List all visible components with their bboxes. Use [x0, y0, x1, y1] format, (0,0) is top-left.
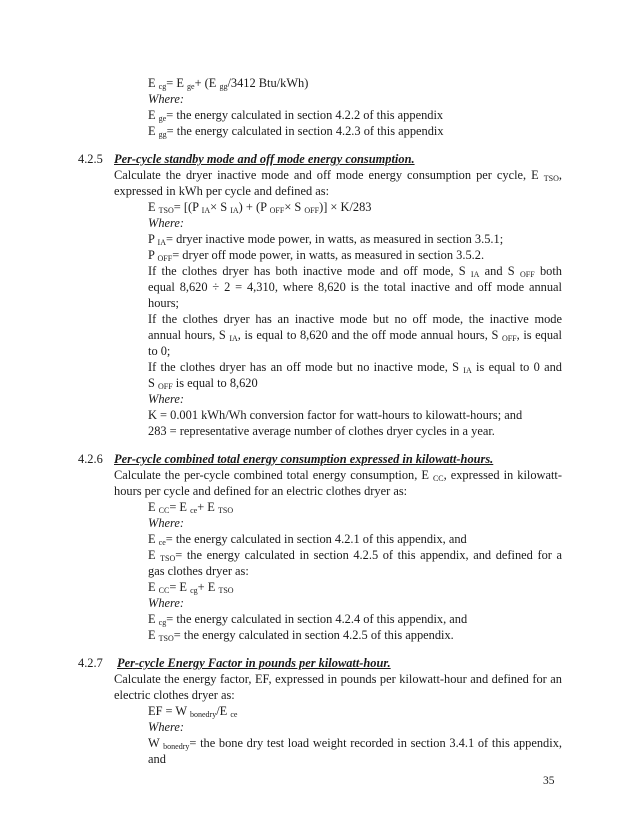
- section-heading: Per-cycle standby mode and off mode energy consumption.: [114, 152, 415, 166]
- condition-line: If the clothes dryer has both inactive mode and off mode, S $_{IA}$ and S $_{OFF}$ both: [148, 264, 562, 279]
- definition-ege: E $_{ge}$= the energy calculated in section 4.2.2 of this appendix: [148, 108, 444, 123]
- section-body-line: electric clothes dryer as:: [114, 688, 235, 702]
- condition-line: annual hours, S $_{IA}$, is equal to 8,620 and the off mode annual hours, S $_{OFF}$, is equal: [148, 328, 563, 343]
- section-number: 4.2.6: [78, 452, 103, 466]
- formula-etso: E $_{TSO}$= [(P $_{IA}$× S $_{IA}$) + (P $_{OFF}$× S $_{OFF}$)] × K/283: [148, 200, 372, 215]
- definition-etso: E $_{TSO}$= the energy calculated in section 4.2.5 of this appendix, and defined for a: [148, 548, 562, 563]
- section-heading: Per-cycle Energy Factor in pounds per kilowatt-hour.: [117, 656, 391, 670]
- section-body-line: Calculate the energy factor, EF, expressed in pounds per kilowatt-hour and defined for an: [114, 672, 562, 686]
- condition-line: equal 8,620 ÷ 2 = 4,310, where 8,620 is the total inactive and off mode annual: [148, 280, 562, 294]
- formula-ef: EF = W $_{bonedry}$/E $_{ce}$: [148, 704, 238, 719]
- formula-ecc-gas: E $_{CC}$= E $_{cg}$+ E $_{TSO}$: [148, 580, 234, 595]
- definition-k: K = 0.001 kWh/Wh conversion factor for watt-hours to kilowatt-hours; and: [148, 408, 523, 422]
- section-number: 4.2.5: [78, 152, 103, 166]
- condition-line: If the clothes dryer has an inactive mode but no off mode, the inactive mode: [148, 312, 562, 326]
- section-body-line: expressed in kWh per cycle and defined as:: [114, 184, 330, 198]
- where-label: Where:: [148, 216, 185, 230]
- definition-egg: E $_{gg}$= the energy calculated in section 4.2.3 of this appendix: [148, 124, 444, 139]
- definition-wbonedry: and: [148, 752, 166, 766]
- where-label: Where:: [148, 720, 185, 734]
- where-label: Where:: [148, 516, 185, 530]
- definition-pia: P $_{IA}$= dryer inactive mode power, in watts, as measured in section 3.5.1;: [148, 232, 504, 247]
- formula-ecc-electric: E $_{CC}$= E $_{ce}$+ E $_{TSO}$: [148, 500, 234, 515]
- definition-283: 283 = representative average number of clothes dryer cycles in a year.: [148, 424, 495, 438]
- where-label: Where:: [148, 92, 185, 106]
- definition-poff: P $_{OFF}$= dryer off mode power, in watts, as measured in section 3.5.2.: [148, 248, 485, 263]
- section-body-line: hours per cycle and defined for an electric clothes dryer as:: [114, 484, 408, 498]
- definition-ecg: E $_{cg}$= the energy calculated in section 4.2.4 of this appendix, and: [148, 612, 468, 627]
- condition-line: If the clothes dryer has an off mode but no inactive mode, S $_{IA}$ is equal to 0 and: [148, 360, 562, 375]
- definition-etso-gas: E $_{TSO}$= the energy calculated in section 4.2.5 of this appendix.: [148, 628, 454, 643]
- definition-ece: E $_{ce}$= the energy calculated in section 4.2.1 of this appendix, and: [148, 532, 467, 547]
- condition-line: hours;: [148, 296, 179, 310]
- condition-line: S $_{OFF}$ is equal to 8,620: [148, 376, 258, 391]
- definition-wbonedry: W $_{bonedry}$= the bone dry test load weight recorded in section 3.4.1 of this appendix,: [148, 736, 562, 751]
- condition-line: to 0;: [148, 344, 171, 358]
- formula-ecg: E $_{cg}$= E $_{ge}$+ (E $_{gg}$/3412 Btu/kWh): [148, 76, 309, 91]
- where-label: Where:: [148, 392, 185, 406]
- section-heading: Per-cycle combined total energy consumption expressed in kilowatt-hours.: [114, 452, 494, 466]
- where-label: Where:: [148, 596, 185, 610]
- definition-etso: gas clothes dryer as:: [148, 564, 249, 578]
- section-number: 4.2.7: [78, 656, 103, 670]
- page-number: 35: [543, 775, 555, 787]
- section-body-line: Calculate the per-cycle combined total energy consumption, E $_{CC}$, expressed in kilowatt-: [114, 468, 562, 483]
- section-body-line: Calculate the dryer inactive mode and off mode energy consumption per cycle, E $_{TSO}$,: [114, 168, 562, 183]
